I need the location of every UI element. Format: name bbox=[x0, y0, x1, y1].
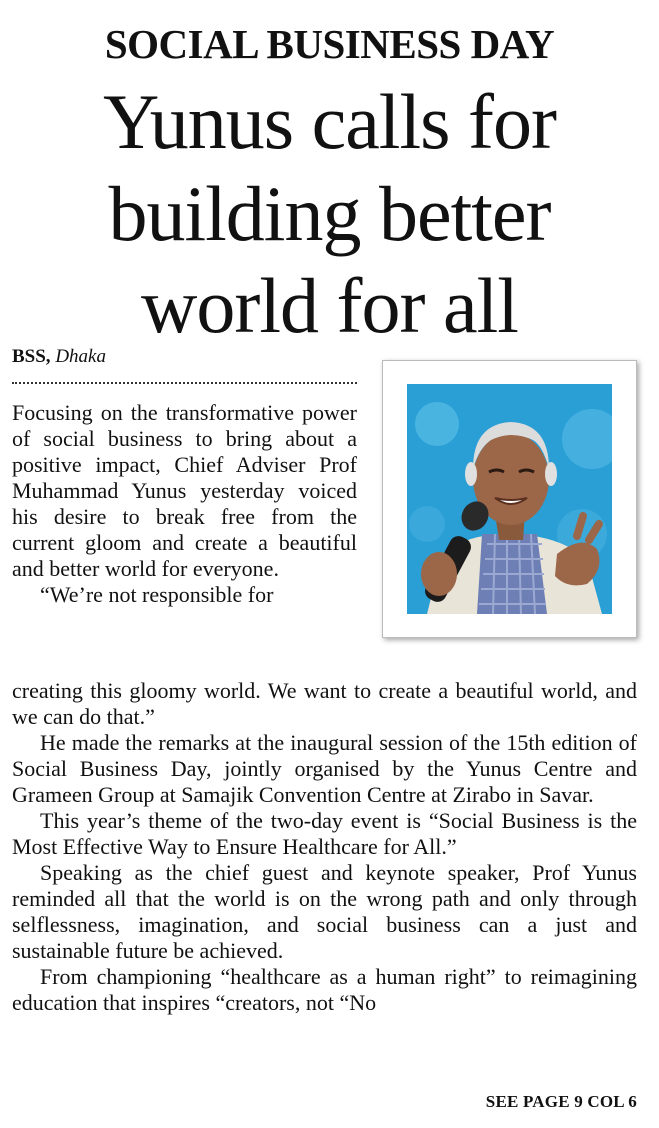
paragraph-6: From championing “healthcare as a human right” to reimagining education that inspires “creators, not “No bbox=[12, 964, 637, 1015]
headline-line-2: building better bbox=[108, 170, 551, 257]
continuation-jump-line: SEE PAGE 9 COL 6 bbox=[485, 1092, 637, 1111]
paragraph-3: He made the remarks at the inaugural session of the 15th edition of Social Business Day, jointly organised by the Yunus Centre and Grameen Group at Samajik Convention Centre at Zirabo in Savar. bbox=[12, 730, 637, 807]
headline bbox=[0, 76, 659, 352]
headline-line-1: Yunus calls for bbox=[103, 78, 556, 165]
byline-divider bbox=[12, 382, 357, 384]
headline-line-3: world for all bbox=[141, 262, 518, 349]
article-body-wide bbox=[12, 678, 637, 1016]
section-kicker: SOCIAL BUSINESS DAY bbox=[104, 21, 555, 67]
byline bbox=[12, 346, 106, 368]
byline-place: Dhaka bbox=[55, 346, 106, 367]
article-photo bbox=[382, 360, 637, 638]
paragraph-4: This year’s theme of the two-day event is “Social Business is the Most Effective Way to Ensure Healthcare for All.” bbox=[12, 808, 637, 859]
byline-agency: BSS, bbox=[12, 346, 51, 367]
article-body-narrow bbox=[12, 400, 357, 608]
paragraph-1: Focusing on the transformative power of social business to bring about a positive impact, Chief Adviser Prof Muhammad Yunus yesterday voiced his desire to break free from the current gloom and create a beautiful and better world for everyone. bbox=[12, 400, 357, 581]
speaker-photo bbox=[407, 384, 612, 614]
paragraph-2-start: “We’re not responsible for bbox=[40, 582, 274, 607]
paragraph-5: Speaking as the chief guest and keynote speaker, Prof Yunus reminded all that the world is on the wrong path and only through selflessness, imagination, and social business can a just and sustainable future be achieved. bbox=[12, 860, 637, 963]
paragraph-2-continued: creating this gloomy world. We want to create a beautiful world, and we can do that.” bbox=[12, 678, 637, 729]
